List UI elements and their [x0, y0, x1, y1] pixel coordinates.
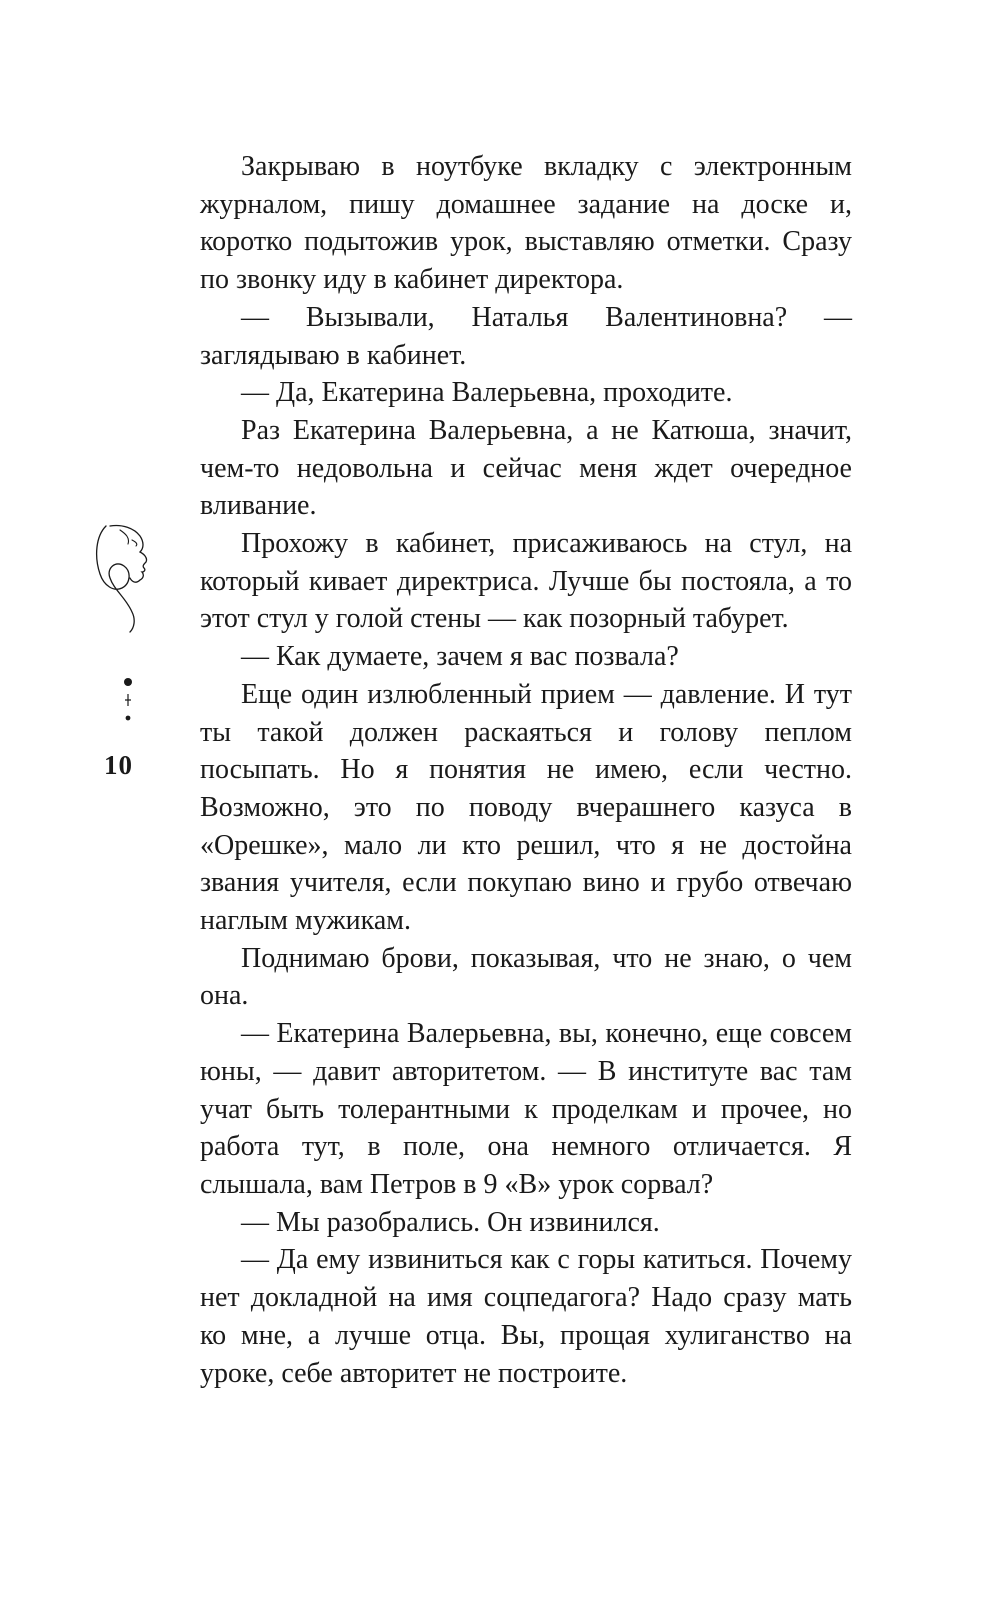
page-number: 10 [104, 750, 133, 780]
face-line-art-icon [92, 522, 164, 634]
paragraph: — Да, Екатерина Валерьевна, проходите. [241, 377, 733, 409]
decorative-dots-icon [120, 676, 136, 724]
paragraph: Еще один излюбленный прием — давление. И тут ты такой должен раскаяться и голову пеплом посыпать. Но я понятия не имею, если честно. Возможно, это по поводу вчерашнего казуса в «Орешке», мало ли кто решил, что я не достойна звания учителя, если покупаю вино и грубо отвечаю наглым мужикам. [200, 678, 852, 937]
paragraph: Прохожу в кабинет, присаживаюсь на стул, на который кивает директриса. Лучше бы постояла, а то этот стул у голой стены — как позорный табурет. [200, 528, 852, 635]
body-text [200, 148, 852, 1392]
paragraph: — Екатерина Валерьевна, вы, конечно, еще совсем юны, — давит авторитетом. — В институте вас там учат быть толерантными к проделкам и прочее, но работа тут, в поле, она немного отличается. Я слышала, вам Петров в 9 «В» урок сорвал? [200, 1018, 852, 1200]
paragraph: — Вызывали, Наталья Валентиновна? — заглядываю в кабинет. [200, 301, 852, 371]
paragraph: — Да ему извиниться как с горы катиться. Почему нет докладной на имя соцпедагога? Надо сразу мать ко мне, а лучше отца. Вы, прощая хулиганство на уроке, себе авторитет не построите. [200, 1244, 852, 1389]
paragraph: — Как думаете, зачем я вас позвала? [241, 641, 679, 673]
paragraph: — Мы разобрались. Он извинился. [241, 1206, 660, 1238]
paragraph: Поднимаю брови, показывая, что не знаю, о чем она. [200, 942, 852, 1012]
paragraph: Раз Екатерина Валерьевна, а не Катюша, значит, чем-то недовольна и сейчас меня ждет очередное вливание. [200, 414, 852, 522]
paragraph: Закрываю в ноутбуке вкладку с электронным журналом, пишу домашнее задание на доске и, коротко подытожив урок, выставляю отметки. Сразу по звонку иду в кабинет директора. [200, 151, 852, 296]
